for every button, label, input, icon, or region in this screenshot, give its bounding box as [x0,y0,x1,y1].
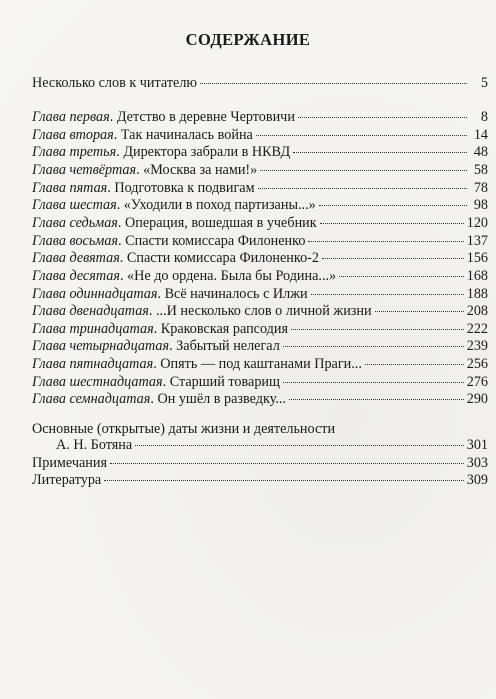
toc-page-number: 58 [473,161,488,178]
toc-page-number: 5 [480,75,488,91]
toc-entry-chapter [32,337,488,355]
toc-page-number: 222 [466,320,488,337]
toc-page-number: 98 [473,197,488,214]
dot-leader [308,241,463,242]
toc-entry-chapter [32,214,488,232]
toc-entry-chapter [32,232,488,250]
dot-leader [260,170,467,171]
chapter-name: Всё начиналось с Илжи [164,285,308,302]
chapter-name: «Не до ордена. Была бы Родина...» [127,267,337,284]
dot-leader [135,445,464,446]
toc-entry-label: Глава десятая. «Не до ордена. Была бы Родина...» [32,267,337,284]
toc-entry-chapter [32,355,488,373]
chapter-name: Подготовка к подвигам [114,179,255,196]
dot-leader [298,117,467,118]
toc-page-number: 303 [466,455,488,471]
dot-leader [320,223,464,224]
toc-entry-chapter [32,161,488,179]
toc-page-number: 137 [466,232,488,249]
chapter-number: Глава одиннадцатая [32,285,158,302]
dot-leader [319,205,467,206]
dot-leader [283,346,464,347]
chapter-number: Глава третья [32,144,117,161]
toc-entry-label: Глава восьмая. Спасти комиссара Филоненко [32,232,306,249]
toc-entry-label: Глава первая. Детство в деревне Чертовичи [32,109,295,125]
toc-entry-label: Глава пятнадцатая. Опять — под каштанами Праги... [32,356,362,373]
dot-leader [104,480,463,481]
dot-leader [293,152,467,153]
toc-page-number: 120 [466,214,488,231]
toc-page-number: 188 [466,285,488,302]
chapter-name: Детство в деревне Чертовичи [116,109,295,125]
page-title: СОДЕРЖАНИЕ [185,30,311,49]
toc-entry-label: Глава шестнадцатая. Старший товарищ [32,373,280,390]
toc-entry-label: Глава двенадцатая. ...И несколько слов о личной жизни [32,303,372,320]
chapter-name: Спасти комиссара Филоненко-2 [126,250,319,267]
chapter-number: Глава десятая [32,267,120,284]
chapter-name: Опять — под каштанами Праги... [160,356,362,373]
toc-entry-label: Глава семнадцатая. Он ушёл в разведку... [32,391,286,408]
toc-page-number: 48 [473,144,488,161]
toc-page-number: 276 [466,373,488,390]
chapter-number: Глава пятнадцатая [32,356,154,373]
toc-page-number: 301 [466,437,488,453]
toc-entry-label: Примечания [32,455,107,471]
chapter-number: Глава тринадцатая [32,320,154,337]
chapter-number: Глава седьмая [32,214,118,231]
chapter-name: ...И несколько слов о личной жизни [155,303,372,320]
toc-page-number: 256 [466,356,488,373]
toc-entry-label: Глава вторая. Так начиналась война [32,126,253,143]
chapter-name: Спасти комиссара Филоненко [125,232,306,249]
toc-entry-label: Глава шестая. «Уходили в поход партизаны...» [32,197,316,214]
chapter-number: Глава семнадцатая [32,391,151,408]
chapter-number: Глава пятая [32,179,108,196]
toc-entry-notes [32,454,488,472]
toc-page-number: 309 [466,472,488,488]
appendix-title-line2: А. Н. Ботяна [56,437,133,453]
toc-entry-appendix [56,436,488,454]
toc-entry-chapter [32,390,488,408]
toc-page-number: 239 [466,338,488,355]
toc-entry-chapter [32,320,488,338]
dot-leader [322,258,464,259]
toc-entry-label: Несколько слов к читателю [32,75,197,91]
dot-leader [289,399,464,400]
dot-leader [256,135,467,136]
dot-leader [283,382,464,383]
dot-leader [365,364,464,365]
chapter-name: Старший товарищ [169,373,280,390]
toc-entry-label: Глава четвёртая. «Москва за нами!» [32,161,258,178]
toc-entry-label: Глава третья. Директора забрали в НКВД [32,144,291,161]
toc-entry-chapter [32,126,488,144]
toc-page-number: 78 [473,179,488,196]
chapter-number: Глава шестнадцатая [32,373,163,390]
dot-leader [311,294,464,295]
toc-entry-label: Глава пятая. Подготовка к подвигам [32,179,255,196]
toc-entry-chapter [32,249,488,267]
toc-entry-chapter [32,108,488,126]
toc-page-number: 156 [466,250,488,267]
chapter-number: Глава двенадцатая [32,303,149,320]
toc-entry-chapter [32,196,488,214]
toc-entry-label: Глава четырнадцатая. Забытый нелегал [32,338,280,355]
chapter-name: Он ушёл в разведку... [157,391,286,408]
chapter-number: Глава девятая [32,250,120,267]
toc-entry-label: Литература [32,472,102,488]
toc-page-number: 8 [480,109,488,125]
toc-entry-chapter [32,267,488,285]
chapter-name: «Уходили в поход партизаны...» [123,197,316,214]
chapter-name: Так начиналась война [120,126,253,143]
chapter-name: Забытый нелегал [176,338,280,355]
toc-entry-intro [32,74,488,92]
dot-leader [258,188,467,189]
toc-entry-chapter [32,143,488,161]
toc-page-number: 168 [466,267,488,284]
chapter-name: Операция, вошедшая в учебник [125,214,317,231]
toc-entry-chapter [32,285,488,303]
toc-entry-label: Глава тринадцатая. Краковская рапсодия [32,320,288,337]
toc-entry-chapter [32,179,488,197]
toc-entry-label: Глава одиннадцатая. Всё начиналось с Илжи [32,285,308,302]
dot-leader [375,311,464,312]
toc-entry-chapter [32,302,488,320]
toc-entry-label: Глава седьмая. Операция, вошедшая в учебник [32,214,317,231]
toc-page-number: 14 [473,126,488,143]
chapter-number: Глава вторая [32,126,114,143]
dot-leader [200,83,467,84]
toc-entry-label: Глава девятая. Спасти комиссара Филоненко-2 [32,250,319,267]
chapter-name: Директора забрали в НКВД [123,144,291,161]
chapter-number: Глава четвёртая [32,161,137,178]
toc-entry-chapter [32,373,488,391]
chapter-number: Глава шестая [32,197,117,214]
toc-page-number: 208 [466,303,488,320]
chapter-name: «Москва за нами!» [143,161,258,178]
chapter-name: Краковская рапсодия [160,320,288,337]
chapter-number: Глава восьмая [32,232,119,249]
dot-leader [339,276,464,277]
chapter-number: Глава первая [32,109,110,125]
toc-entry-literature [32,471,488,489]
chapter-number: Глава четырнадцатая [32,338,170,355]
dot-leader [110,463,464,464]
appendix-title-line1: Основные (открытые) даты жизни и деятельности [32,421,336,437]
dot-leader [291,329,464,330]
toc-page-number: 290 [466,391,488,408]
